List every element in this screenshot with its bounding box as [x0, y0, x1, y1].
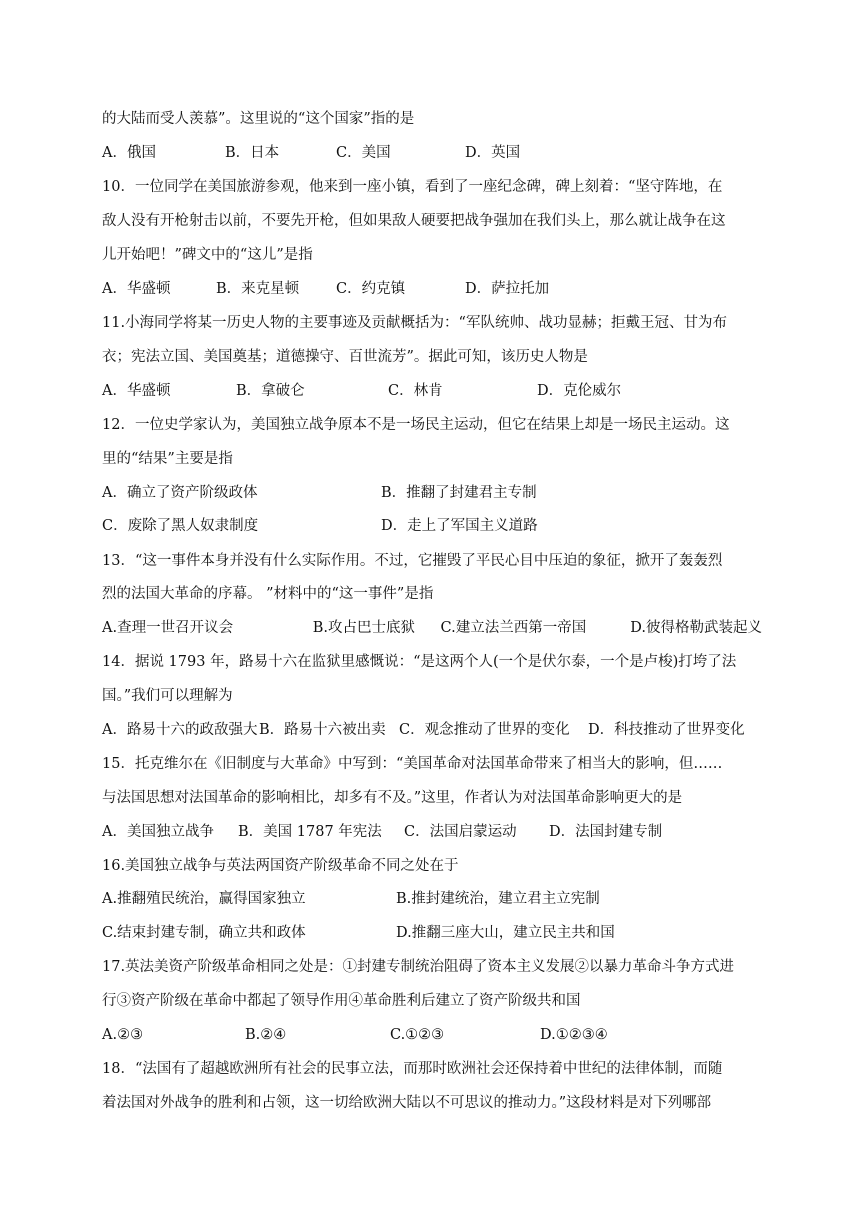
- option-d: D．走上了军国主义道路: [381, 518, 538, 534]
- option-c: C.①②③: [390, 1027, 445, 1043]
- option-c: C．法国启蒙运动: [404, 824, 517, 840]
- question-11: 11.小海同学将某一历史人物的主要事迹及贡献概括为：“军队统帅、战功显赫；拒戴王冠、甘为布: [102, 315, 727, 331]
- options-row: [102, 482, 762, 504]
- option-a: A．确立了资产阶级政体: [102, 485, 258, 501]
- question-17: 17.英法美资产阶级革命相同之处是：①封建专制统治阻碍了资本主义发展②以暴力革命斗争方式进: [102, 959, 735, 975]
- option-d: D．英国: [465, 145, 521, 161]
- question-13: 13．“这一事件本身并没有什么实际作用。不过，它摧毁了平民心目中压迫的象征，掀开了轰轰烈: [102, 553, 723, 569]
- options-row: [102, 515, 762, 537]
- options-row: [102, 888, 762, 910]
- options-row: [102, 142, 762, 164]
- question-14: 14．据说 1793 年，路易十六在监狱里感慨说：“是这两个人(一个是伏尔泰，一个是卢梭)打垮了法: [102, 654, 737, 670]
- text-line: 行③资产阶级在革命中都起了领导作用④革命胜利后建立了资产阶级共和国: [102, 993, 581, 1009]
- options-row: [102, 821, 762, 843]
- option-d: D．法国封建专制: [549, 824, 663, 840]
- option-a: A．俄国: [102, 145, 156, 161]
- option-b: B.推封建统治，建立君主立宪制: [396, 891, 600, 907]
- text-line: 的大陆而受人羡慕”。这里说的“这个国家”指的是: [102, 111, 415, 127]
- text-line: 衣；宪法立国、美国奠基；道德操守、百世流芳”。据此可知，该历史人物是: [102, 349, 588, 365]
- text-line: 烈的法国大革命的序幕。 ”材料中的“这一事件”是指: [102, 586, 434, 602]
- option-d: D．萨拉托加: [465, 281, 550, 297]
- text-line: 着法国对外战争的胜利和占领，这一切给欧洲大陆以不可思议的推动力。”这段材料是对下列哪部: [102, 1095, 712, 1111]
- option-a: A.②③: [102, 1027, 144, 1043]
- option-c: C．观念推动了世界的变化: [399, 722, 570, 738]
- option-b: B．推翻了封建君主专制: [381, 485, 537, 501]
- option-a: A．美国独立战争: [102, 824, 214, 840]
- options-row: [102, 922, 762, 944]
- options-row: [102, 278, 762, 300]
- option-b: B．日本: [225, 145, 280, 161]
- option-b: B．拿破仑: [236, 383, 305, 399]
- text-line: 敌人没有开枪射击以前，不要先开枪，但如果敌人硬要把战争强加在我们头上，那么就让战争在这: [102, 213, 726, 229]
- option-a: A.推翻殖民统治，赢得国家独立: [102, 891, 306, 907]
- text-line: 与法国思想对法国革命的影响相比，却多有不及。”这里，作者认为对法国革命影响更大的是: [102, 790, 683, 806]
- option-a: A.查理一世召开议会: [102, 620, 234, 636]
- option-d: D.①②③④: [540, 1027, 608, 1043]
- question-15: 15．托克维尔在《旧制度与大革命》中写到：“美国革命对法国革命带来了相当大的影响，但……: [102, 756, 723, 772]
- option-b: B.攻占巴士底狱: [312, 620, 415, 636]
- question-10: 10．一位同学在美国旅游参观，他来到一座小镇，看到了一座纪念碑，碑上刻着：“坚守阵地，在: [102, 179, 723, 195]
- options-row: [102, 617, 762, 639]
- option-c: C.结束封建专制，确立共和政体: [102, 925, 306, 941]
- option-d: D．科技推动了世界变化: [588, 722, 745, 738]
- option-b: B.②④: [245, 1027, 287, 1043]
- option-c: C．约克镇: [336, 281, 406, 297]
- option-a: A．华盛顿: [102, 281, 171, 297]
- question-16: 16.美国独立战争与英法两国资产阶级革命不同之处在于: [102, 858, 459, 874]
- option-d: D.彼得格勒武装起义: [630, 620, 762, 636]
- option-a: A．华盛顿: [102, 383, 171, 399]
- text-line: 儿开始吧！”碑文中的“这儿”是指: [102, 247, 313, 263]
- option-c: C．林肯: [388, 383, 443, 399]
- option-c: C．美国: [336, 145, 391, 161]
- options-row: [102, 1024, 762, 1046]
- options-row: [102, 719, 762, 741]
- option-b: B．路易十六被出卖: [259, 722, 386, 738]
- option-b: B．美国 1787 年宪法: [238, 824, 382, 840]
- option-c: C．废除了黑人奴隶制度: [102, 518, 259, 534]
- option-a: A．路易十六的政敌强大: [102, 722, 258, 738]
- question-12: 12．一位史学家认为，美国独立战争原本不是一场民主运动，但它在结果上却是一场民主运动。这: [102, 417, 730, 433]
- text-line: 国。”我们可以理解为: [102, 688, 233, 704]
- options-row: [102, 380, 762, 402]
- question-18: 18．“法国有了超越欧洲所有社会的民事立法，而那时欧洲社会还保持着中世纪的法律体制，而随: [102, 1061, 723, 1077]
- option-d: D.推翻三座大山，建立民主共和国: [396, 925, 615, 941]
- text-line: 里的“结果”主要是指: [102, 451, 233, 467]
- option-b: B．来克星顿: [216, 281, 300, 297]
- option-d: D．克伦威尔: [537, 383, 622, 399]
- option-c: C.建立法兰西第一帝国: [440, 620, 587, 636]
